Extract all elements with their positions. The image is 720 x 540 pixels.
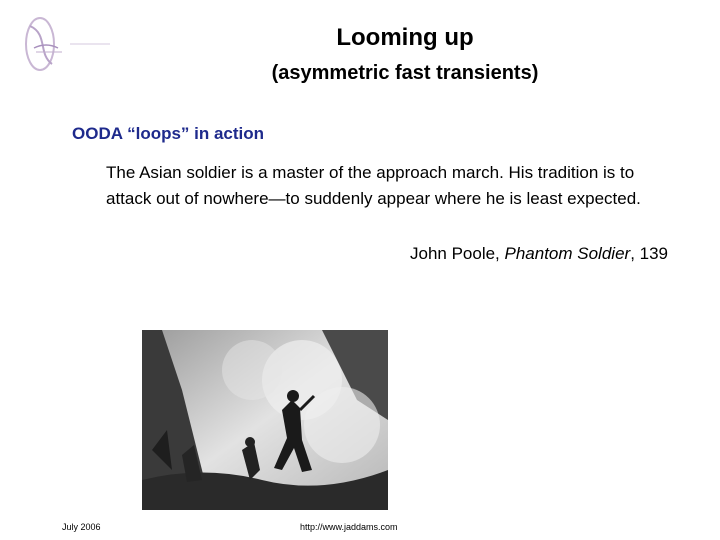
footer-date: July 2006: [62, 522, 101, 532]
citation-book: Phantom Soldier: [504, 244, 631, 263]
logo-mark-icon: [18, 14, 128, 74]
citation-author: John Poole,: [409, 244, 505, 263]
quote-text: The Asian soldier is a master of the approach march. His tradition is to attack out of nowhere—to suddenly appear where he is least expected.: [106, 163, 641, 208]
slide-title: Looming up: [336, 24, 474, 51]
slide-subtitle: (asymmetric fast transients): [271, 62, 539, 84]
logo: [18, 14, 128, 74]
soldiers-photo-image: [142, 330, 388, 510]
citation-page: , 139: [630, 244, 668, 263]
footer-url[interactable]: http://www.jaddams.com: [300, 522, 398, 532]
section-heading: OODA “loops” in action: [72, 124, 265, 143]
soldiers-photo: [142, 330, 388, 510]
citation: [410, 244, 668, 264]
